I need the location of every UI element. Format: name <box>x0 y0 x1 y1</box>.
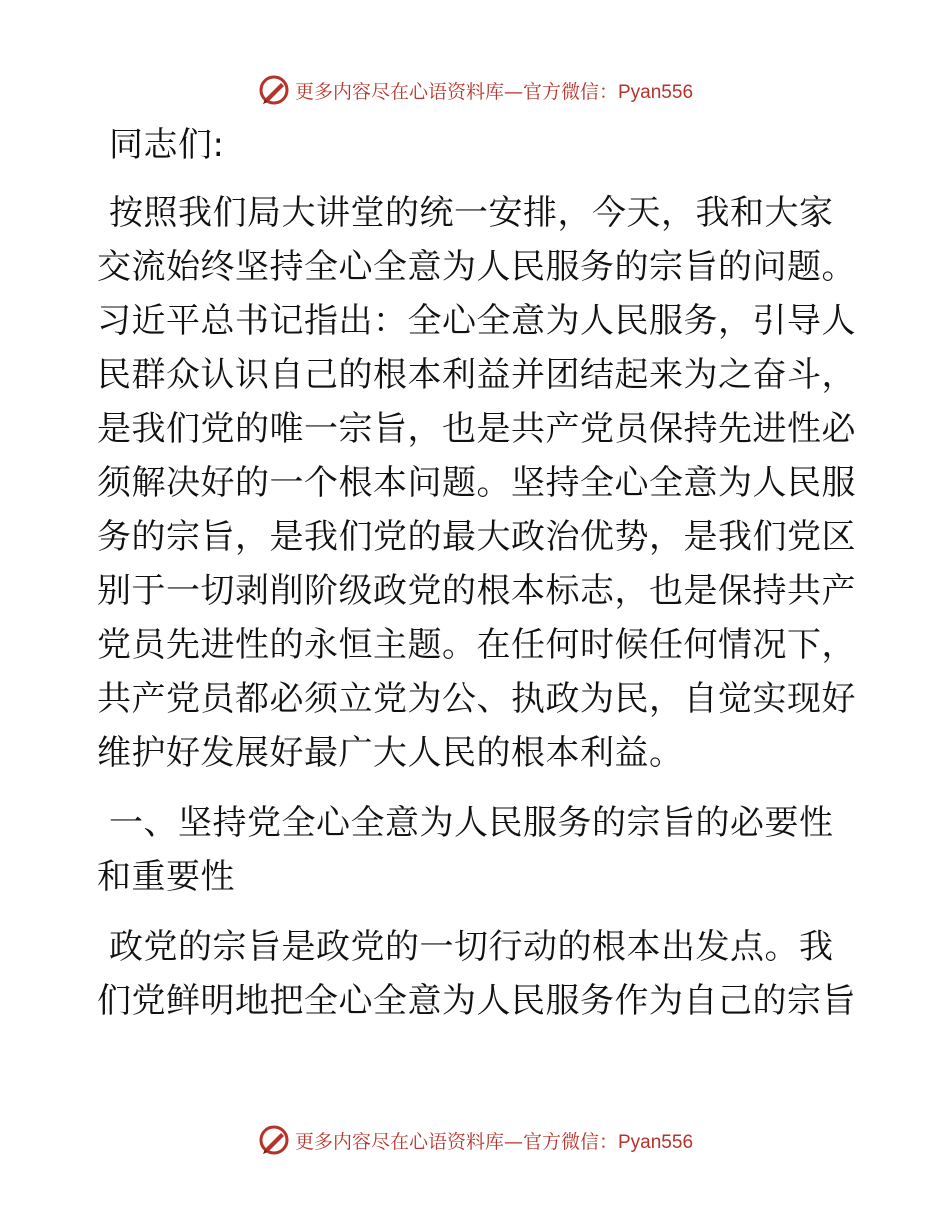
footer-watermark <box>0 1120 950 1160</box>
header-watermark <box>0 70 950 110</box>
document-body <box>97 118 857 1028</box>
paragraph: 按照我们局大讲堂的统一安排，今天，我和大家交流始终坚持全心全意为人民服务的宗旨的问题。习近平总书记指出：全心全意为人民服务，引导人民群众认识自己的根本利益并团结起来为之奋斗，是我们党的唯一宗旨，也是共产党员保持先进性必须解决好的一个根本问题。坚持全心全意为人民服务的宗旨，是我们党的最大政治优势，是我们党区别于一切剥削阶级政党的根本标志，也是保持共产党员先进性的永恒主题。在任何时候任何情况下，共产党员都必须立党为公、执政为民，自觉实现好维护好发展好最广大人民的根本利益。 <box>97 193 856 773</box>
salutation: 同志们: <box>109 125 225 165</box>
pen-logo-icon <box>257 1123 291 1157</box>
paragraph: 政党的宗旨是政党的一切行动的根本出发点。我们党鲜明地把全心全意为人民服务作为自己的宗旨 <box>97 927 856 1021</box>
pen-logo-icon <box>257 73 291 107</box>
watermark-text: 更多内容尽在心语资料库—官方微信：Pyan556 <box>294 1130 694 1153</box>
watermark-text: 更多内容尽在心语资料库—官方微信：Pyan556 <box>294 80 694 103</box>
section-heading: 一、坚持党全心全意为人民服务的宗旨的必要性和重要性 <box>97 803 834 897</box>
